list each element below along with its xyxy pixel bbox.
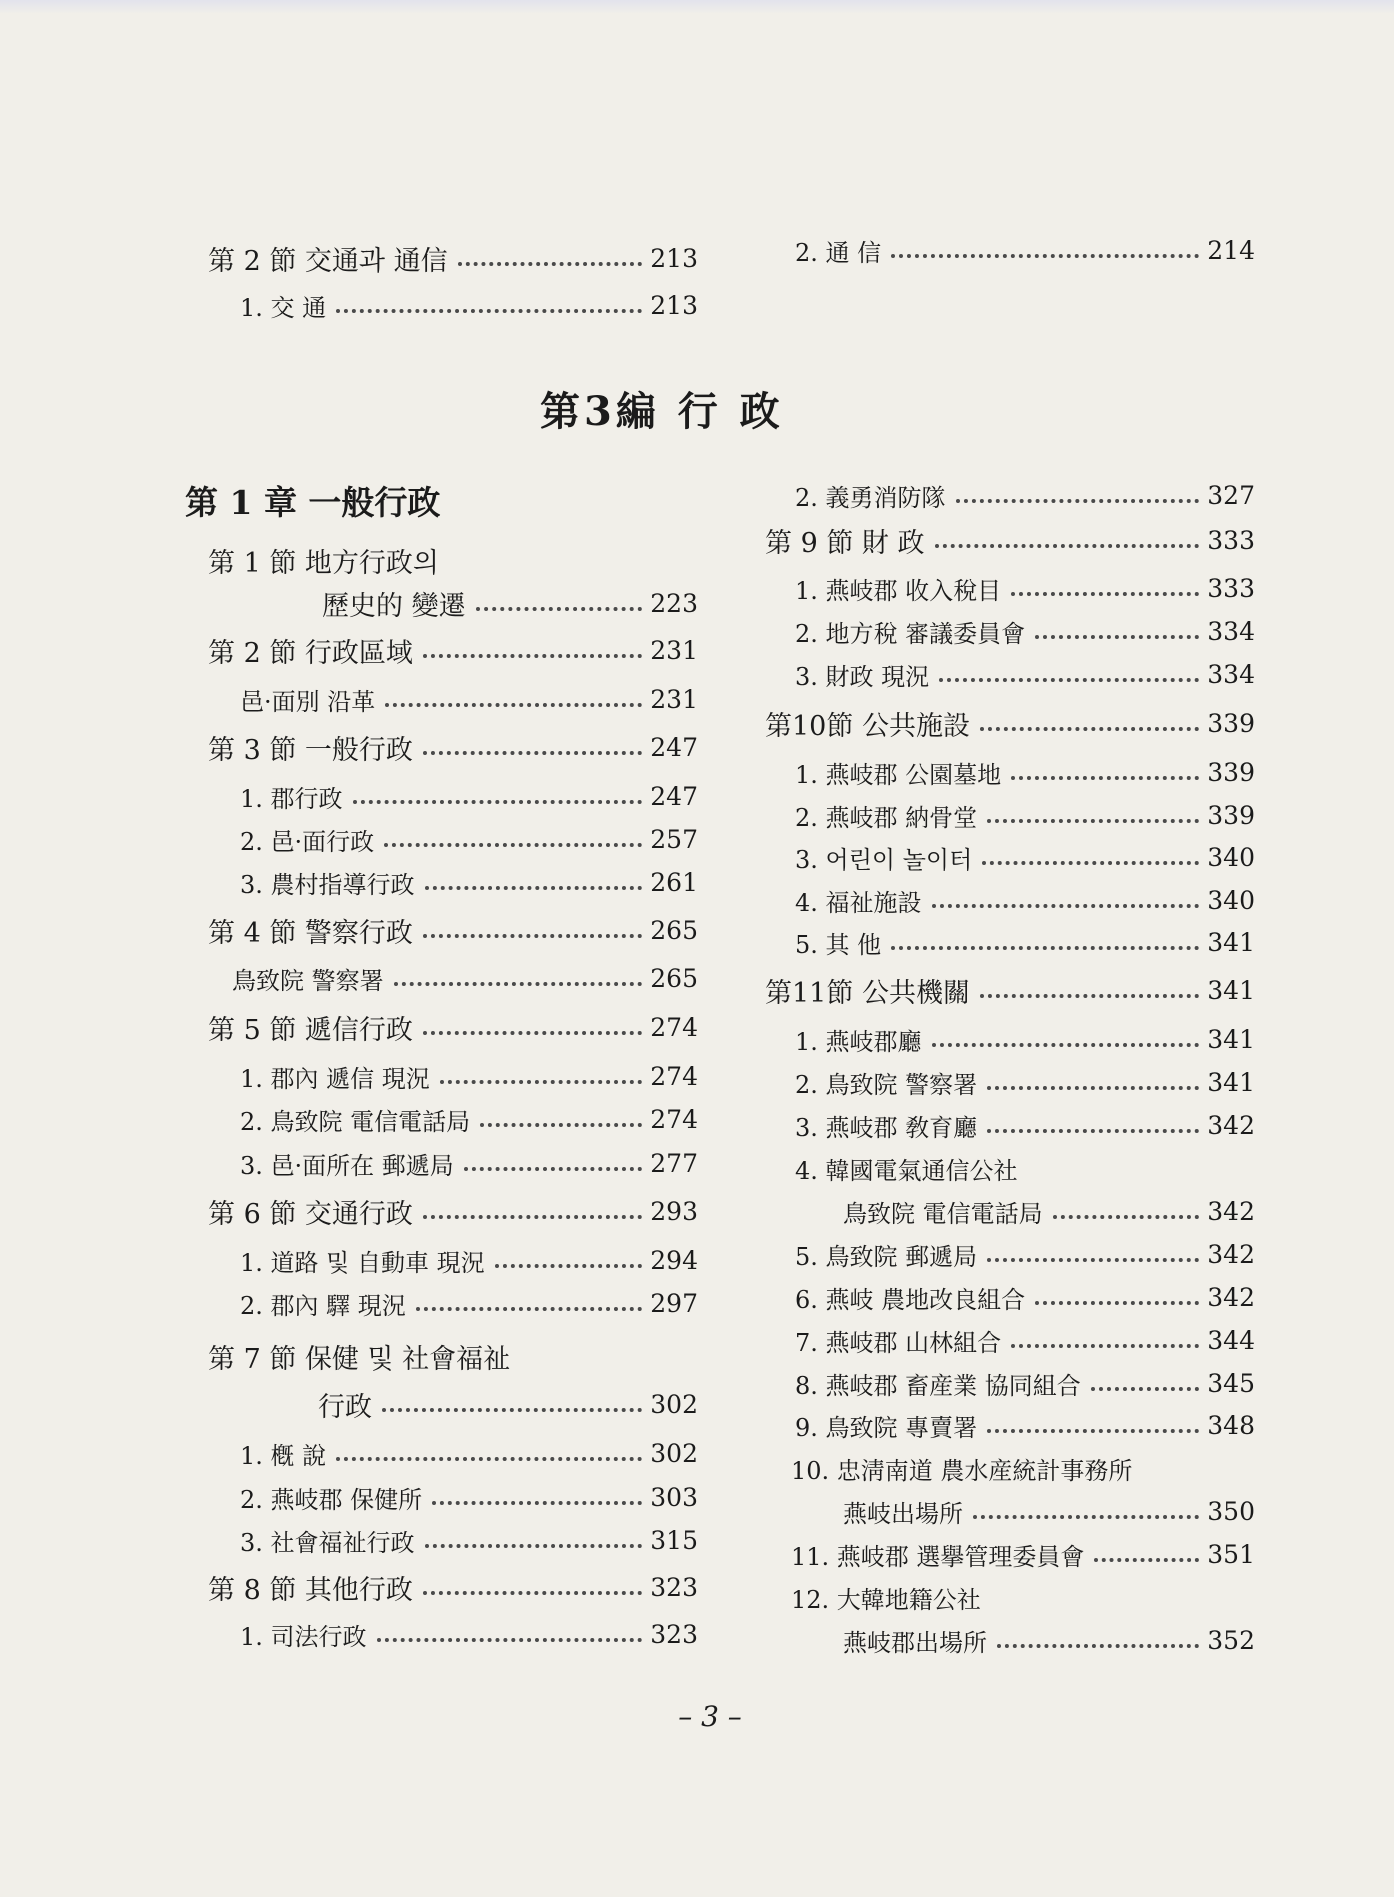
entry-page: 274 (650, 1061, 698, 1091)
dot-leader (980, 727, 1199, 731)
entry-page: 323 (650, 1619, 698, 1649)
entry-page: 333 (1207, 525, 1255, 555)
entry-title: 第 4 節 警察行政 (208, 917, 413, 949)
dot-leader (987, 1086, 1199, 1090)
entry-page: 344 (1207, 1325, 1255, 1355)
entry-title: 11. 燕岐郡 選擧管理委員會 (791, 1542, 1085, 1571)
entry-title: 6. 燕岐 農地改良組合 (795, 1285, 1026, 1314)
entry-title: 2. 義勇消防隊 (795, 483, 946, 512)
dot-leader (377, 1638, 643, 1642)
entry-page: 302 (650, 1438, 698, 1468)
toc-entry (843, 1491, 1255, 1531)
dot-leader (1091, 1387, 1199, 1391)
toc-entry (240, 1099, 698, 1139)
toc-entry (240, 1056, 698, 1096)
dot-leader (495, 1264, 643, 1268)
toc-entry (795, 475, 1255, 515)
entry-title: 第 3 節 一般行政 (208, 734, 413, 766)
entry-page: 340 (1207, 885, 1255, 915)
dot-leader (425, 1544, 643, 1548)
entry-page: 342 (1207, 1196, 1255, 1226)
entry-title: 燕岐出場所 (843, 1499, 963, 1528)
toc-entry (795, 752, 1255, 792)
entry-page: 342 (1207, 1282, 1255, 1312)
entry-page: 350 (1207, 1496, 1255, 1526)
toc-entry (795, 230, 1255, 270)
toc-entry (240, 819, 698, 859)
entry-page: 257 (650, 824, 698, 854)
dot-leader (987, 1129, 1199, 1133)
entry-page: 213 (650, 243, 698, 273)
entry-title: 4. 韓國電氣通信公社 (795, 1156, 1018, 1185)
chapter-heading (185, 480, 698, 520)
dot-leader (932, 1043, 1200, 1047)
toc-entry (240, 1520, 698, 1560)
dot-leader (932, 904, 1200, 908)
dot-leader (425, 886, 643, 890)
entry-page: 345 (1207, 1368, 1255, 1398)
entry-page: 351 (1207, 1539, 1255, 1569)
entry-page: 274 (650, 1012, 698, 1042)
toc-entry (795, 654, 1255, 694)
entry-title: 1. 交 通 (240, 293, 327, 322)
entry-page: 340 (1207, 842, 1255, 872)
entry-title: 鳥致院 電信電話局 (843, 1199, 1043, 1228)
entry-page: 277 (650, 1148, 698, 1178)
entry-page: 341 (1207, 927, 1255, 957)
dot-leader (480, 1123, 642, 1127)
toc-entry (795, 837, 1255, 877)
toc-entry (795, 1363, 1255, 1403)
entry-page: 247 (650, 781, 698, 811)
toc-entry (240, 1240, 698, 1280)
entry-title: 2. 鳥致院 電信電話局 (240, 1107, 471, 1136)
dot-leader (1035, 635, 1199, 639)
toc-entry (322, 583, 698, 623)
entry-title: 第 1 節 地方行政의 (208, 547, 440, 579)
entry-page: 334 (1207, 659, 1255, 689)
entry-page: 323 (650, 1572, 698, 1602)
toc-entry (795, 1320, 1255, 1360)
toc-entry (240, 285, 698, 325)
toc-entry (795, 611, 1255, 651)
dot-leader (394, 982, 643, 986)
dot-leader (423, 1215, 642, 1219)
dot-leader (440, 1080, 642, 1084)
toc-entry (795, 795, 1255, 835)
toc-entry (765, 970, 1255, 1010)
toc-entry (795, 1148, 1255, 1188)
entry-title: 1. 燕岐郡 公園墓地 (795, 760, 1002, 789)
toc-entry (765, 520, 1255, 560)
entry-title: 1. 郡內 遞信 現況 (240, 1064, 430, 1093)
toc-entry (208, 1567, 698, 1607)
entry-title: 2. 地方稅 審議委員會 (795, 619, 1026, 648)
toc-entry (795, 1234, 1255, 1274)
entry-title: 行政 (318, 1391, 372, 1423)
dot-leader (1094, 1558, 1199, 1562)
toc-entry (208, 238, 698, 278)
entry-title: 12. 大韓地籍公社 (791, 1585, 981, 1614)
entry-title: 鳥致院 警察署 (232, 966, 384, 995)
entry-title: 第11節 公共機關 (765, 977, 970, 1009)
top-edge (0, 0, 1394, 14)
toc-entry (208, 727, 698, 767)
dot-leader (1053, 1215, 1200, 1219)
entry-title: 3. 燕岐郡 敎育廳 (795, 1113, 978, 1142)
toc-entry (240, 776, 698, 816)
toc-entry (795, 1105, 1255, 1145)
entry-page: 274 (650, 1104, 698, 1134)
entry-title: 2. 燕岐郡 保健所 (240, 1485, 423, 1514)
dot-leader (1011, 592, 1199, 596)
toc-entry (318, 1384, 698, 1424)
entry-title: 5. 其 他 (795, 930, 882, 959)
dot-leader (432, 1501, 642, 1505)
entry-title: 7. 燕岐郡 山林組合 (795, 1328, 1002, 1357)
entry-title: 2. 郡內 驛 現況 (240, 1291, 406, 1320)
entry-page: 231 (650, 684, 698, 714)
dot-leader (982, 861, 1199, 865)
entry-title: 1. 郡行政 (240, 784, 343, 813)
entry-page: 265 (650, 915, 698, 945)
entry-page: 341 (1207, 1067, 1255, 1097)
entry-page: 293 (650, 1196, 698, 1226)
dot-leader (384, 843, 642, 847)
dot-leader (476, 607, 643, 611)
entry-page: 223 (650, 588, 698, 618)
toc-entry (240, 1477, 698, 1517)
entry-title: 1. 燕岐郡廳 (795, 1027, 922, 1056)
entry-title: 第 9 節 財 政 (765, 527, 925, 559)
dot-leader (353, 800, 643, 804)
entry-page: 342 (1207, 1239, 1255, 1269)
toc-entry (843, 1191, 1255, 1231)
dot-leader (416, 1307, 642, 1311)
entry-page: 339 (1207, 708, 1255, 738)
entry-page: 265 (650, 963, 698, 993)
toc-entry (240, 679, 698, 719)
dot-leader (997, 1644, 1199, 1648)
dot-leader (385, 703, 642, 707)
entry-title: 1. 槪 說 (240, 1441, 327, 1470)
dot-leader (1011, 776, 1199, 780)
entry-title: 9. 鳥致院 專賣署 (795, 1413, 978, 1442)
toc-entry (208, 1191, 698, 1231)
dot-leader (1035, 1301, 1199, 1305)
entry-page: 231 (650, 635, 698, 665)
entry-title: 第 2 節 交通과 通信 (208, 245, 448, 277)
dot-leader (980, 994, 1199, 998)
dot-leader (891, 946, 1199, 950)
entry-title: 第 2 節 行政區域 (208, 637, 413, 669)
toc-entry (843, 1620, 1255, 1660)
entry-title: 第 6 節 交通行政 (208, 1198, 413, 1230)
toc-entry (240, 1283, 698, 1323)
entry-page: 339 (1207, 800, 1255, 830)
dot-leader (987, 1258, 1199, 1262)
entry-title: 3. 農村指導行政 (240, 870, 415, 899)
toc-entry (240, 1143, 698, 1183)
toc-entry (795, 880, 1255, 920)
toc-entry (795, 1019, 1255, 1059)
toc-entry (795, 568, 1255, 608)
entry-title: 第 5 節 遞信行政 (208, 1014, 413, 1046)
entry-title: 歷史的 變遷 (322, 590, 466, 622)
entry-title: 2. 邑·面行政 (240, 827, 375, 856)
entry-page: 334 (1207, 616, 1255, 646)
toc-entry (208, 540, 698, 580)
toc-entry (240, 1433, 698, 1473)
entry-page: 303 (650, 1482, 698, 1512)
entry-title: 2. 鳥致院 警察署 (795, 1070, 978, 1099)
entry-title: 3. 어린이 놀이터 (795, 845, 973, 874)
entry-title: 邑·面別 沿革 (240, 687, 376, 716)
dot-leader (987, 1429, 1199, 1433)
entry-title: 3. 社會福祉行政 (240, 1528, 415, 1557)
entry-title: 第10節 公共施設 (765, 710, 970, 742)
entry-page: 247 (650, 732, 698, 762)
entry-page: 341 (1207, 1024, 1255, 1054)
dot-leader (336, 1457, 642, 1461)
dot-leader (423, 751, 642, 755)
toc-entry (240, 1614, 698, 1654)
toc-entry (795, 1277, 1255, 1317)
toc-entry (795, 922, 1255, 962)
toc-entry (208, 1336, 698, 1376)
page-number: – 3 – (678, 1700, 742, 1733)
dot-leader (891, 254, 1199, 258)
entry-title: 8. 燕岐郡 畜産業 協同組合 (795, 1371, 1081, 1400)
dot-leader (939, 678, 1199, 682)
dot-leader (423, 934, 642, 938)
toc-entry (232, 958, 698, 998)
dot-leader (458, 262, 643, 266)
toc-entry (240, 862, 698, 902)
entry-title: 1. 道路 및 自動車 現況 (240, 1248, 485, 1277)
entry-page: 333 (1207, 573, 1255, 603)
dot-leader (973, 1515, 1199, 1519)
entry-page: 341 (1207, 975, 1255, 1005)
dot-leader (382, 1408, 642, 1412)
dot-leader (956, 499, 1200, 503)
entry-title: 第 7 節 保健 및 社會福祉 (208, 1343, 511, 1375)
toc-entry (795, 1062, 1255, 1102)
dot-leader (336, 309, 642, 313)
entry-title: 2. 通 信 (795, 238, 882, 267)
entry-title: 2. 燕岐郡 納骨堂 (795, 803, 978, 832)
dot-leader (464, 1167, 642, 1171)
entry-page: 352 (1207, 1625, 1255, 1655)
toc-entry (208, 910, 698, 950)
entry-page: 261 (650, 867, 698, 897)
part-heading: 第3編 行 政 (540, 388, 784, 435)
toc-entry (208, 1007, 698, 1047)
dot-leader (423, 1591, 642, 1595)
entry-title: 3. 邑·面所在 郵遞局 (240, 1151, 454, 1180)
entry-title: 第 1 章 一般行政 (185, 482, 441, 522)
dot-leader (1011, 1344, 1199, 1348)
entry-page: 339 (1207, 757, 1255, 787)
entry-page: 297 (650, 1288, 698, 1318)
entry-page: 213 (650, 290, 698, 320)
toc-entry (791, 1534, 1255, 1574)
dot-leader (423, 654, 642, 658)
dot-leader (935, 544, 1200, 548)
entry-title: 10. 忠淸南道 農水産統計事務所 (791, 1456, 1133, 1485)
entry-title: 4. 福祉施設 (795, 888, 922, 917)
entry-page: 315 (650, 1525, 698, 1555)
entry-page: 294 (650, 1245, 698, 1275)
entry-page: 302 (650, 1389, 698, 1419)
entry-page: 214 (1207, 235, 1255, 265)
dot-leader (423, 1031, 642, 1035)
entry-title: 5. 鳥致院 郵遞局 (795, 1242, 978, 1271)
toc-entry (795, 1405, 1255, 1445)
toc-entry (208, 630, 698, 670)
entry-title: 燕岐郡出場所 (843, 1628, 987, 1657)
entry-page: 327 (1207, 480, 1255, 510)
toc-entry (791, 1577, 1255, 1617)
toc-entry (765, 703, 1255, 743)
entry-title: 1. 司法行政 (240, 1622, 367, 1651)
entry-page: 348 (1207, 1410, 1255, 1440)
entry-title: 第 8 節 其他行政 (208, 1574, 413, 1606)
toc-entry (791, 1448, 1255, 1488)
entry-title: 3. 財政 現況 (795, 662, 930, 691)
entry-title: 1. 燕岐郡 收入稅目 (795, 576, 1002, 605)
dot-leader (987, 819, 1199, 823)
entry-page: 342 (1207, 1110, 1255, 1140)
